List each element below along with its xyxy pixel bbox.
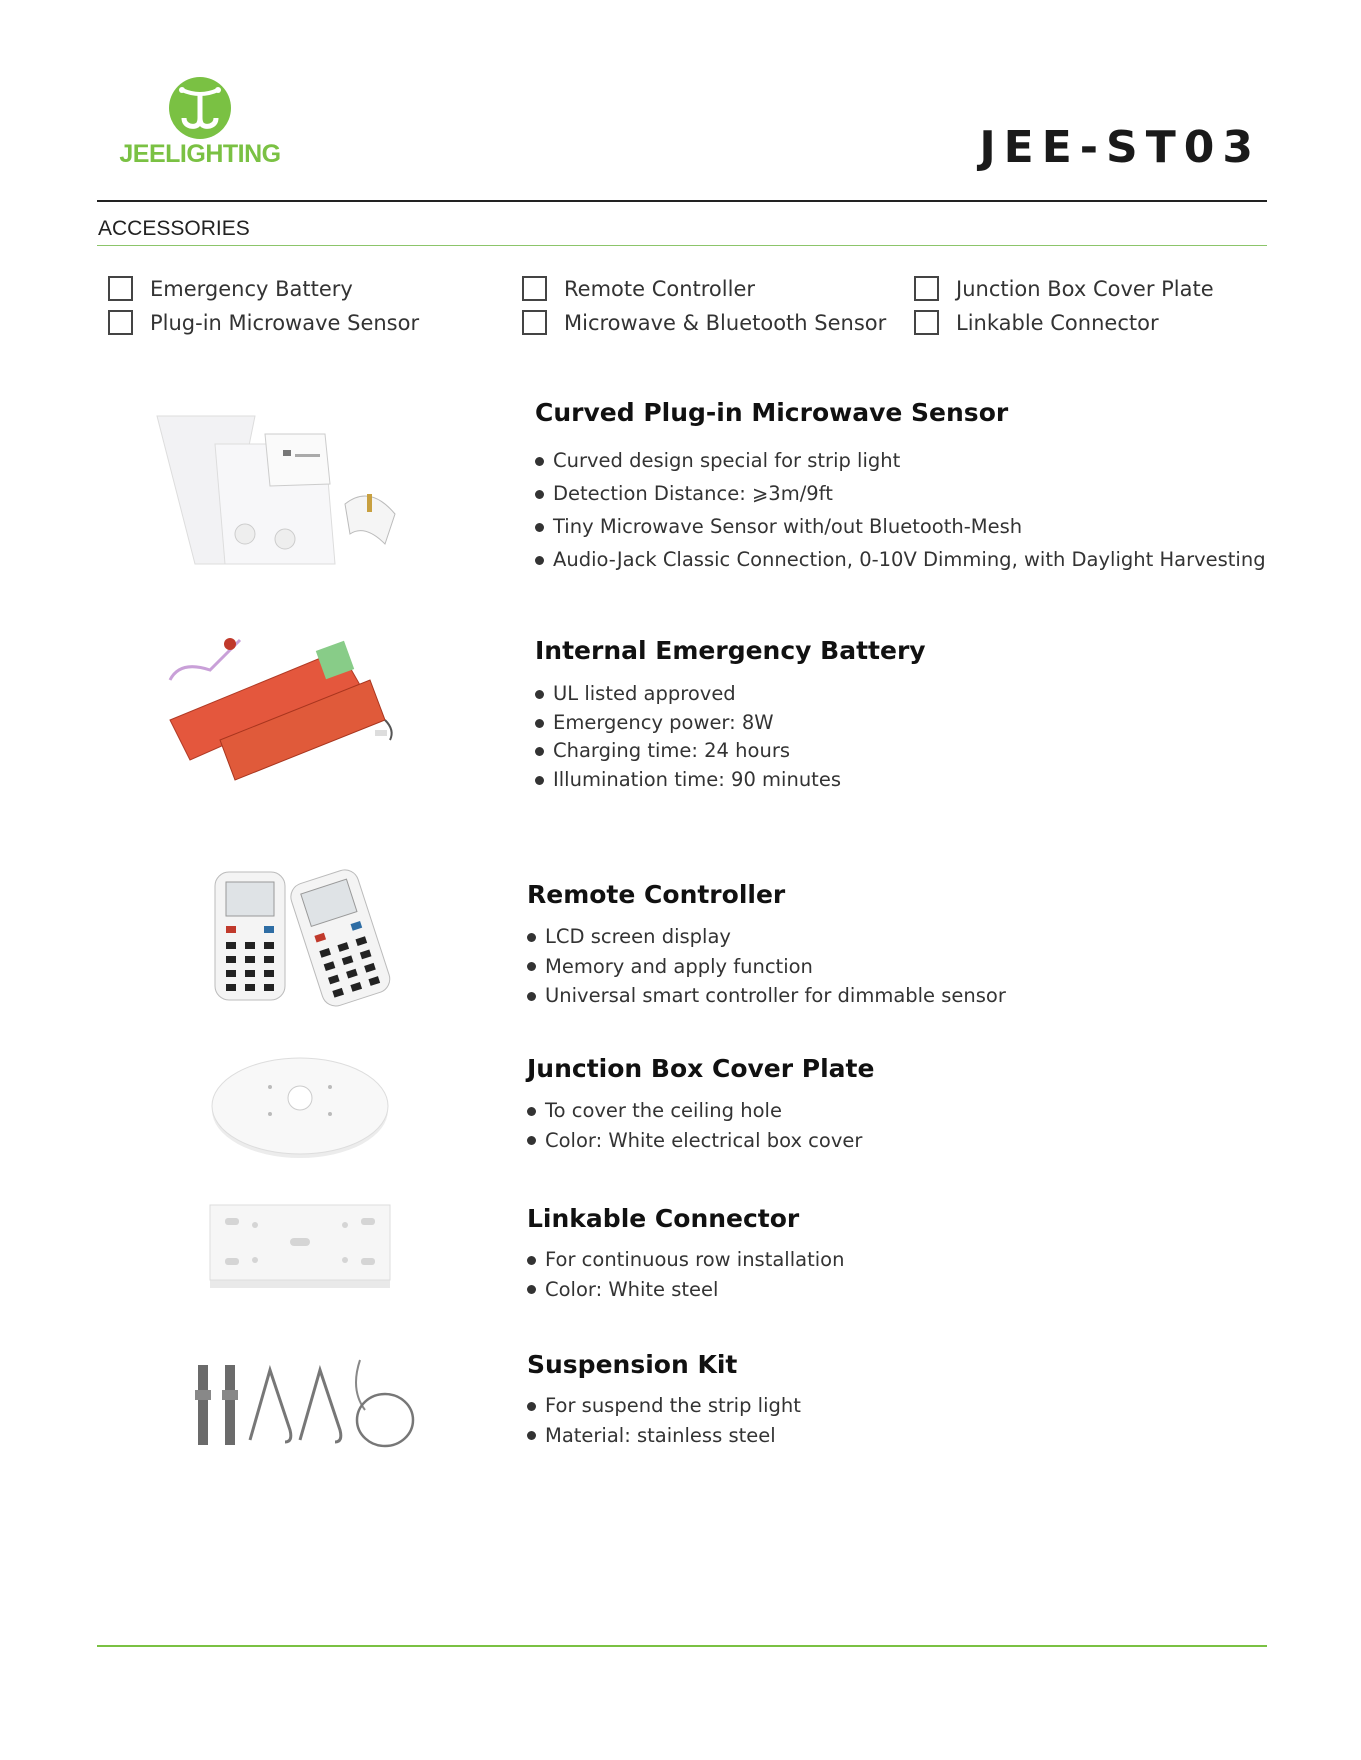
- checkbox-icon[interactable]: [522, 276, 547, 301]
- product-microwave-sensor: [0, 390, 1361, 590]
- header-divider: [97, 200, 1267, 202]
- bullet-item: Tiny Microwave Sensor with/out Bluetooth-Mesh: [535, 510, 1266, 543]
- product-title: Remote Controller: [527, 880, 786, 909]
- option-label: Junction Box Cover Plate: [956, 276, 1214, 301]
- bullet-item: UL listed approved: [535, 680, 841, 709]
- bullet-item: Charging time: 24 hours: [535, 737, 841, 766]
- product-title: Junction Box Cover Plate: [527, 1054, 875, 1083]
- product-bullets: [527, 1096, 862, 1155]
- product-bullets: [527, 1245, 844, 1304]
- bullet-item: Detection Distance: ⩾3m/9ft: [535, 477, 1266, 510]
- jl-logo-icon: [162, 72, 238, 140]
- bullet-item: LCD screen display: [527, 922, 1006, 952]
- checkbox-icon[interactable]: [522, 310, 547, 335]
- option-label: Emergency Battery: [150, 276, 353, 301]
- brand-logo: [100, 68, 300, 178]
- section-divider: [97, 245, 1267, 246]
- option-emergency-battery[interactable]: [108, 276, 353, 301]
- bullet-item: Curved design special for strip light: [535, 444, 1266, 477]
- option-plugin-microwave-sensor[interactable]: [108, 310, 419, 335]
- brand-name: JEELIGHTING: [119, 140, 281, 168]
- option-label: Microwave & Bluetooth Sensor: [564, 310, 887, 335]
- checkbox-icon[interactable]: [108, 310, 133, 335]
- model-number: JEE-ST03: [979, 122, 1261, 173]
- checkbox-icon[interactable]: [914, 276, 939, 301]
- product-bullets: [535, 444, 1266, 576]
- footer-divider: [97, 1645, 1267, 1647]
- checkbox-icon[interactable]: [914, 310, 939, 335]
- product-title: Suspension Kit: [527, 1350, 738, 1379]
- bullet-item: For suspend the strip light: [527, 1391, 801, 1421]
- option-linkable-connector[interactable]: [914, 310, 1159, 335]
- product-remote-controller: [0, 862, 1361, 1022]
- checkbox-icon[interactable]: [108, 276, 133, 301]
- bullet-item: Universal smart controller for dimmable sensor: [527, 981, 1006, 1011]
- linkable-connector-image: [205, 1200, 395, 1292]
- bullet-item: Color: White steel: [527, 1275, 844, 1305]
- cover-plate-image: [205, 1052, 395, 1162]
- bullet-item: Emergency power: 8W: [535, 709, 841, 738]
- product-linkable-connector: [0, 1200, 1361, 1320]
- bullet-item: Memory and apply function: [527, 952, 1006, 982]
- option-label: Remote Controller: [564, 276, 755, 301]
- accessory-options: [0, 276, 1361, 356]
- product-title: Linkable Connector: [527, 1204, 800, 1233]
- product-title: Curved Plug-in Microwave Sensor: [535, 398, 1009, 427]
- product-suspension-kit: [0, 1340, 1361, 1480]
- bullet-item: For continuous row installation: [527, 1245, 844, 1275]
- option-label: Plug-in Microwave Sensor: [150, 310, 420, 335]
- option-remote-controller[interactable]: [522, 276, 755, 301]
- product-bullets: [535, 680, 841, 794]
- option-junction-box-cover-plate[interactable]: [914, 276, 1214, 301]
- option-label: Linkable Connector: [956, 310, 1159, 335]
- product-bullets: [527, 922, 1006, 1011]
- bullet-item: Illumination time: 90 minutes: [535, 766, 841, 795]
- remote-controller-image: [210, 862, 400, 1012]
- emergency-battery-image: [160, 630, 400, 790]
- bullet-item: To cover the ceiling hole: [527, 1096, 862, 1126]
- bullet-item: Material: stainless steel: [527, 1421, 801, 1451]
- product-title: Internal Emergency Battery: [535, 636, 926, 665]
- section-title: ACCESSORIES: [98, 217, 250, 240]
- option-microwave-bluetooth-sensor[interactable]: [522, 310, 886, 335]
- product-emergency-battery: [0, 630, 1361, 810]
- suspension-kit-image: [190, 1350, 420, 1460]
- bullet-item: Color: White electrical box cover: [527, 1126, 862, 1156]
- product-cover-plate: [0, 1040, 1361, 1180]
- microwave-sensor-image: [155, 414, 425, 574]
- product-bullets: [527, 1391, 801, 1450]
- bullet-item: Audio-Jack Classic Connection, 0-10V Dimming, with Daylight Harvesting: [535, 543, 1266, 576]
